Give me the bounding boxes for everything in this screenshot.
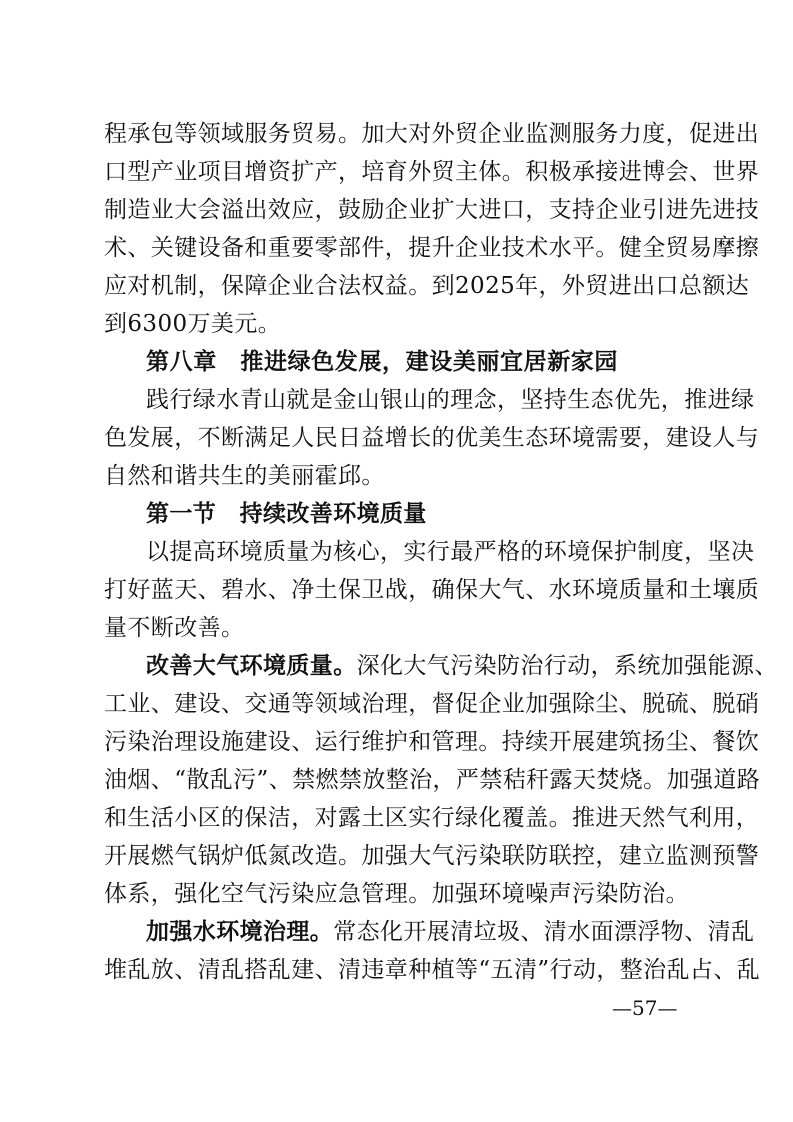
- text-run: 深化大气污染防治行动，系统加强能源、: [356, 653, 778, 679]
- text-line: 开展燃气锅炉低氮改造。加强大气污染联防联控，建立监测预警: [104, 843, 760, 869]
- text-line: 到6300万美元。: [104, 311, 282, 337]
- water-paragraph-first-line: [146, 916, 754, 948]
- text-line: 口型产业项目增资扩产，培育外贸主体。积极承接进博会、世界: [104, 159, 760, 185]
- section-heading: 第一节 持续改善环境质量: [146, 500, 427, 527]
- water-title: 加强水环境治理。: [146, 918, 334, 945]
- text-line: 油烟、“散乱污”、禁燃禁放整治，严禁秸秆露天焚烧。加强道路: [104, 767, 761, 793]
- air-quality-title: 改善大气环境质量。: [146, 652, 357, 679]
- text-line: 和生活小区的保洁，对露土区实行绿化覆盖。推进天然气利用，: [104, 805, 760, 831]
- text-line: 堆乱放、清乱搭乱建、清违章种植等“五清”行动，整治乱占、乱: [104, 957, 761, 983]
- text-line: 术、关键设备和重要零部件，提升企业技术水平。健全贸易摩擦: [104, 235, 760, 261]
- text-line: 色发展，不断满足人民日益增长的优美生态环境需要，建设人与: [104, 425, 760, 451]
- page-number: —57—: [612, 996, 678, 1020]
- text-line: 践行绿水青山就是金山银山的理念，坚持生态优先，推进绿: [146, 387, 755, 413]
- text-line: 量不断改善。: [104, 615, 245, 641]
- text-line: 工业、建设、交通等领域治理，督促企业加强除尘、脱硫、脱硝: [104, 691, 760, 717]
- air-paragraph-first-line: [146, 650, 778, 682]
- text-line: 自然和谐共生的美丽霍邱。: [104, 463, 385, 489]
- text-line: 应对机制，保障企业合法权益。到2025年，外贸进出口总额达: [104, 273, 750, 299]
- text-line: 污染治理设施建设、运行维护和管理。持续开展建筑扬尘、餐饮: [104, 729, 760, 755]
- chapter-heading: 第八章 推进绿色发展，建设美丽宜居新家园: [146, 349, 618, 375]
- text-line: 制造业大会溢出效应，鼓励企业扩大进口，支持企业引进先进技: [104, 197, 760, 223]
- text-run: 常态化开展清垃圾、清水面漂浮物、清乱: [333, 919, 755, 945]
- text-line: 程承包等领域服务贸易。加大对外贸企业监测服务力度，促进出: [104, 121, 760, 147]
- text-line: 打好蓝天、碧水、净土保卫战，确保大气、水环境质量和土壤质: [104, 577, 760, 603]
- text-line: 体系，强化空气污染应急管理。加强环境噪声污染防治。: [104, 881, 689, 907]
- text-line: 以提高环境质量为核心，实行最严格的环境保护制度，坚决: [146, 539, 755, 565]
